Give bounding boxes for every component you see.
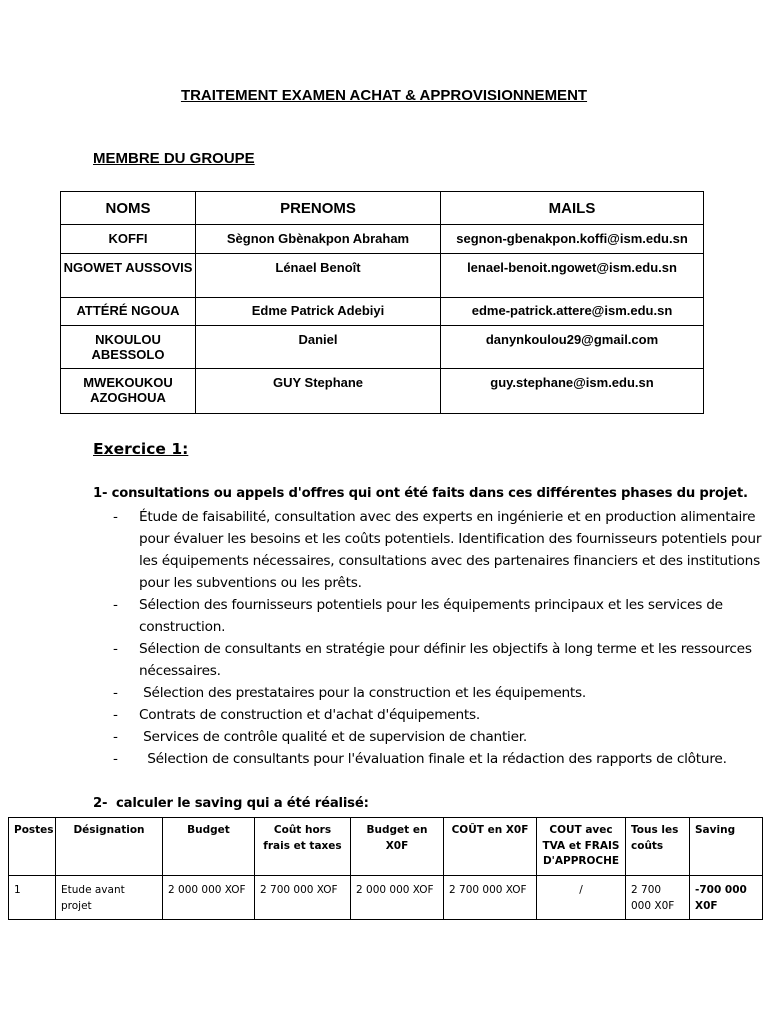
member-mail: edme-patrick.attere@ism.edu.sn (441, 298, 704, 326)
question-2: 2- calculer le saving qui a été réalisé: (93, 796, 369, 811)
cell-cout-ht: 2 700 000 XOF (255, 876, 351, 920)
list-item-text: Contrats de construction et d'achat d'équipements. (139, 707, 480, 723)
question-1-list (113, 506, 765, 770)
header-noms: NOMS (61, 192, 196, 225)
header-prenoms: PRENOMS (196, 192, 441, 225)
header-postes: Postes (9, 818, 56, 876)
header-saving: Saving (690, 818, 763, 876)
bullet-dash: - (113, 597, 118, 613)
group-heading: MEMBRE DU GROUPE (93, 150, 255, 167)
list-item-text: Sélection de consultants en stratégie pour définir les objectifs à long terme et les ressources nécessaires. (139, 641, 752, 679)
list-item-text: Sélection de consultants pour l'évaluation finale et la rédaction des rapports de clôture. (139, 751, 727, 767)
cell-cout-tva: / (537, 876, 626, 920)
list-item-text: Sélection des fournisseurs potentiels pour les équipements principaux et les services de construction. (139, 597, 723, 635)
exercise-heading: Exercice 1: (93, 440, 189, 458)
cell-tous-couts: 2 700 000 X0F (626, 876, 690, 920)
cell-cout-xof: 2 700 000 XOF (444, 876, 537, 920)
member-prenom: Lénael Benoît (196, 254, 441, 298)
table-row (61, 225, 704, 254)
list-item-text: Étude de faisabilité, consultation avec des experts en ingénierie et en production alimentaire pour évaluer les besoins et les coûts potentiels. Identification des fournisseurs potentiels pour les équipements nécessaires, consultations avec des partenaires financiers et des institutions pour les subventions ou les prêts. (139, 509, 762, 591)
table-row (61, 298, 704, 326)
bullet-dash: - (113, 707, 118, 723)
member-mail: guy.stephane@ism.edu.sn (441, 369, 704, 414)
list-item (113, 594, 765, 638)
list-item (113, 506, 765, 594)
list-item (113, 638, 765, 682)
list-item (113, 726, 765, 748)
bullet-dash: - (113, 729, 118, 745)
list-item (113, 704, 765, 726)
member-nom: ATTÉRÉ NGOUA (61, 298, 196, 326)
question-1: 1- consultations ou appels d'offres qui ont été faits dans ces différentes phases du projet. (93, 486, 748, 501)
member-mail: danynkoulou29@gmail.com (441, 326, 704, 369)
member-nom: NKOULOU ABESSOLO (61, 326, 196, 369)
header-cout-tva: COUT avec TVA et FRAIS D'APPROCHE (537, 818, 626, 876)
member-nom: NGOWET AUSSOVIS (61, 254, 196, 298)
list-item-text: Services de contrôle qualité et de supervision de chantier. (139, 729, 528, 745)
member-prenom: GUY Stephane (196, 369, 441, 414)
header-budget: Budget (163, 818, 255, 876)
member-prenom: Sègnon Gbènakpon Abraham (196, 225, 441, 254)
table-row (61, 254, 704, 298)
table-row (9, 876, 763, 920)
member-prenom: Edme Patrick Adebiyi (196, 298, 441, 326)
cell-budget-xof: 2 000 000 XOF (351, 876, 444, 920)
header-mails: MAILS (441, 192, 704, 225)
cell-saving: -700 000 X0F (690, 876, 763, 920)
member-nom: MWEKOUKOU AZOGHOUA (61, 369, 196, 414)
table-row (61, 326, 704, 369)
bullet-dash: - (113, 641, 118, 657)
cell-poste: 1 (9, 876, 56, 920)
member-nom: KOFFI (61, 225, 196, 254)
bullet-dash: - (113, 685, 118, 701)
member-mail: segnon-gbenakpon.koffi@ism.edu.sn (441, 225, 704, 254)
header-budget-xof: Budget en X0F (351, 818, 444, 876)
bullet-dash: - (113, 509, 118, 525)
saving-header-row (9, 818, 763, 876)
list-item-text: Sélection des prestataires pour la construction et les équipements. (139, 685, 587, 701)
cell-budget: 2 000 000 XOF (163, 876, 255, 920)
members-table (60, 191, 704, 414)
list-item (113, 748, 765, 770)
header-designation: Désignation (56, 818, 163, 876)
saving-table (8, 817, 763, 920)
bullet-dash: - (113, 751, 118, 767)
header-tous-couts: Tous les coûts (626, 818, 690, 876)
cell-designation: Etude avant projet (56, 876, 163, 920)
header-cout-ht: Coût hors frais et taxes (255, 818, 351, 876)
header-cout-xof: COÛT en X0F (444, 818, 537, 876)
table-row (61, 369, 704, 414)
member-prenom: Daniel (196, 326, 441, 369)
member-mail: lenael-benoit.ngowet@ism.edu.sn (441, 254, 704, 298)
members-header-row (61, 192, 704, 225)
document-title: TRAITEMENT EXAMEN ACHAT & APPROVISIONNEMENT (180, 87, 588, 104)
list-item (113, 682, 765, 704)
